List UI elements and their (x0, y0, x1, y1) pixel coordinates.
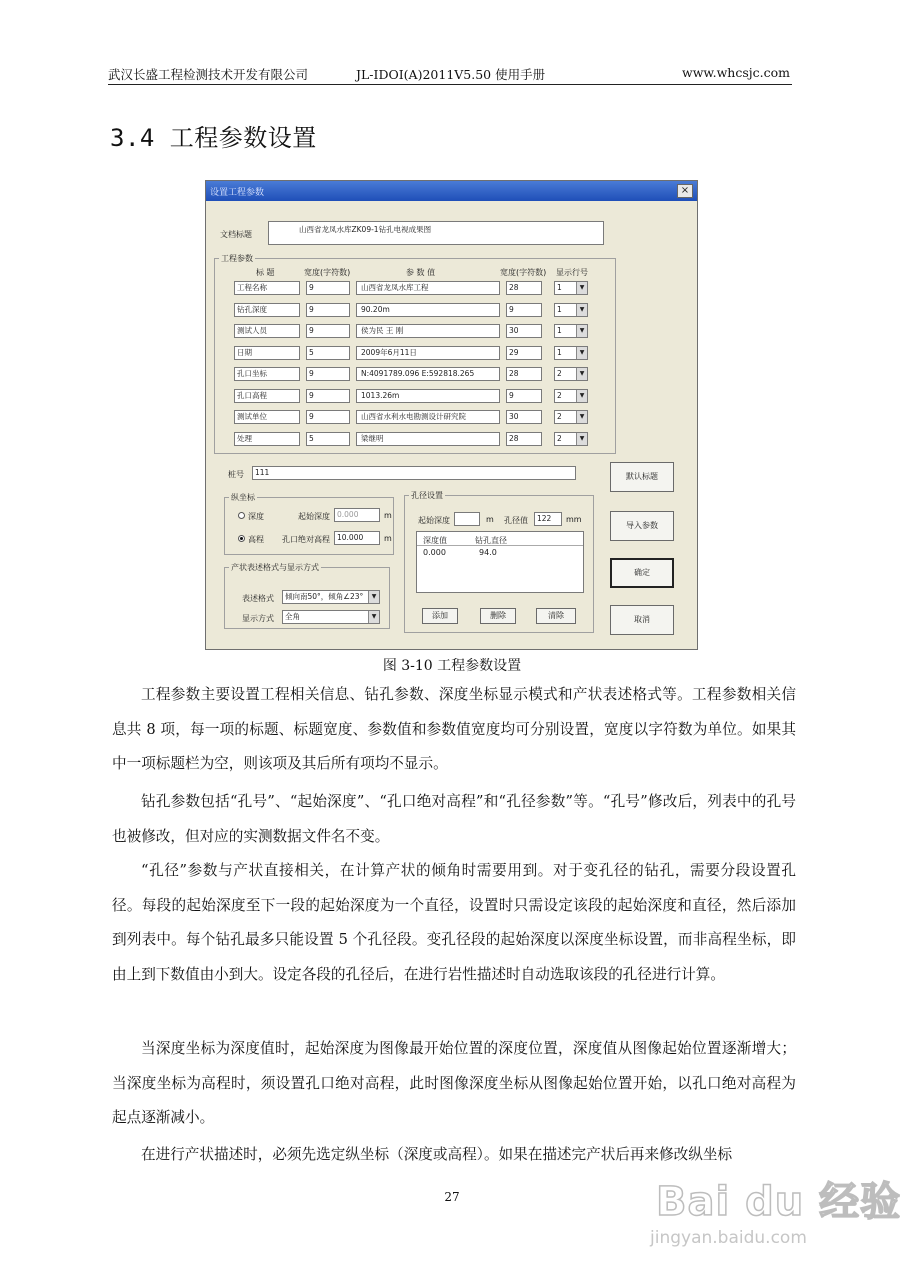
param-value-input[interactable]: 梁继明 (356, 432, 500, 446)
param-title-width-input[interactable]: 9 (306, 303, 350, 317)
default-title-button[interactable]: 默认标题 (610, 462, 674, 492)
ok-button[interactable]: 确定 (610, 558, 674, 588)
chevron-down-icon: ▼ (576, 304, 587, 316)
param-value-width-input[interactable]: 9 (506, 303, 542, 317)
param-value-input[interactable]: 山西省龙凤水库工程 (356, 281, 500, 295)
format-label: 表述格式 (242, 594, 274, 603)
param-value-width-input[interactable]: 30 (506, 324, 542, 338)
param-title-width-input[interactable]: 9 (306, 389, 350, 403)
param-value-width-input[interactable]: 30 (506, 410, 542, 424)
chevron-down-icon: ▼ (576, 282, 587, 294)
paragraph-1: 工程参数主要设置工程相关信息、钻孔参数、深度坐标显示模式和产状表述格式等。工程参数相关信息共 8 项，每一项的标题、标题宽度、参数值和参数值宽度均可分别设置，宽度以字符数为单位。如果其中一项标题栏为空，则该项及其后所有项均不显示。 (112, 686, 796, 772)
param-title-width-input[interactable]: 5 (306, 432, 350, 446)
header-company: 武汉长盛工程检测技术开发有限公司 (108, 67, 309, 82)
watermark-url: jingyan.baidu.com (650, 1228, 807, 1248)
dialog-title: 设置工程参数 (210, 188, 265, 198)
hole-no-input[interactable]: 111 (252, 466, 576, 480)
params-group-label: 工程参数 (221, 254, 253, 263)
add-button[interactable]: 添加 (422, 608, 458, 624)
chevron-down-icon: ▼ (576, 347, 587, 359)
paragraph-5: 在进行产状描述时，必须先选定纵坐标（深度或高程）。如果在描述完产状后再来修改纵坐标 (141, 1146, 733, 1163)
param-title-width-input[interactable]: 5 (306, 346, 350, 360)
param-line-select[interactable] (554, 281, 588, 295)
diameter-group-label: 孔径设置 (411, 491, 443, 500)
figure-caption: 图 3-10 工程参数设置 (382, 658, 522, 674)
header-url: www.whcsjc.com (682, 65, 790, 80)
header-manual-title: JL-IDOI(A)2011V5.50 使用手册 (356, 67, 546, 82)
chevron-down-icon: ▼ (368, 611, 379, 623)
param-line-value: 2 (557, 412, 562, 421)
format-group-label: 产状表述格式与显示方式 (231, 563, 319, 572)
page-number: 27 (444, 1190, 460, 1204)
diam-input[interactable]: 122 (534, 512, 562, 526)
format-select[interactable] (282, 590, 380, 604)
chevron-down-icon: ▼ (576, 325, 587, 337)
section-title: 3.4 工程参数设置 (110, 124, 317, 152)
param-title-input[interactable]: 处理 (234, 432, 300, 446)
display-select[interactable] (282, 610, 380, 624)
col-header-title: 标 题 (256, 268, 275, 277)
param-value-input[interactable]: 山西省水利水电勘测设计研究院 (356, 410, 500, 424)
col-header-title-width: 宽度(字符数) (304, 268, 351, 277)
list-cell-diameter: 94.0 (479, 548, 497, 557)
chevron-down-icon: ▼ (576, 390, 587, 402)
doc-title-input[interactable]: 山西省龙凤水库ZK09-1钻孔电视成果图 (268, 221, 604, 245)
hole-no-label: 桩号 (228, 470, 244, 479)
param-line-select[interactable] (554, 432, 588, 446)
param-value-input[interactable]: 2009年6月11日 (356, 346, 500, 360)
delete-button[interactable]: 删除 (480, 608, 516, 624)
param-title-width-input[interactable]: 9 (306, 410, 350, 424)
paragraph-3: “孔径”参数与产状直接相关，在计算产状的倾角时需要用到。对于变孔径的钻孔，需要分段设置孔径。每段的起始深度至下一段的起始深度为一个直径，设置时只需设定该段的起始深度和直径，然后添加到列表中。每个钻孔最多只能设置 5 个孔径段。变孔径段的起始深度以深度坐标设置，而非高程坐标，即由上到下数值由小到大。设定各段的孔径后，在进行岩性描述时自动选取该段的孔径进行计算。 (112, 862, 796, 983)
param-line-value: 1 (557, 283, 562, 292)
param-line-select[interactable] (554, 324, 588, 338)
param-title-width-input[interactable]: 9 (306, 324, 350, 338)
param-title-input[interactable]: 孔口坐标 (234, 367, 300, 381)
param-line-select[interactable] (554, 410, 588, 424)
diam-start-unit: m (486, 515, 494, 524)
start-depth-unit: m (384, 511, 392, 520)
param-title-width-input[interactable]: 9 (306, 367, 350, 381)
diam-start-label: 起始深度 (418, 516, 450, 525)
param-title-input[interactable]: 测试单位 (234, 410, 300, 424)
doc-title-label: 文档标题 (220, 230, 252, 239)
watermark (650, 1170, 902, 1270)
abs-elev-label: 孔口绝对高程 (282, 535, 330, 544)
param-title-width-input[interactable]: 9 (306, 281, 350, 295)
param-line-value: 1 (557, 348, 562, 357)
abs-elev-unit: m (384, 534, 392, 543)
param-value-input[interactable]: 90.20m (356, 303, 500, 317)
display-label: 显示方式 (242, 614, 274, 623)
col-header-line: 显示行号 (556, 268, 588, 277)
start-depth-label: 起始深度 (298, 512, 330, 521)
dialog-titlebar (206, 181, 697, 201)
radio-elevation[interactable] (238, 535, 245, 542)
param-value-input[interactable]: N:4091789.096 E:592818.265 (356, 367, 500, 381)
param-title-input[interactable]: 测试人员 (234, 324, 300, 338)
param-value-width-input[interactable]: 29 (506, 346, 542, 360)
chevron-down-icon: ▼ (576, 433, 587, 445)
page-header (108, 62, 792, 85)
watermark-logo: Bai du 经验 (656, 1179, 902, 1225)
project-params-dialog (205, 180, 698, 650)
list-header-depth: 深度值 (423, 536, 447, 545)
param-line-select[interactable] (554, 367, 588, 381)
paragraph-4: 当深度坐标为深度值时，起始深度为图像最开始位置的深度位置，深度值从图像起始位置逐渐增大；当深度坐标为高程时，须设置孔口绝对高程，此时图像深度坐标从图像起始位置开始，以孔口绝对高程为起点逐渐减小。 (112, 1040, 796, 1126)
param-value-input[interactable]: 1013.26m (356, 389, 500, 403)
radio-depth-label: 深度 (248, 512, 264, 521)
clear-button[interactable]: 清除 (536, 608, 576, 624)
chevron-down-icon: ▼ (368, 591, 379, 603)
coord-group-label: 纵坐标 (231, 493, 255, 502)
param-line-select[interactable] (554, 346, 588, 360)
close-icon[interactable]: × (677, 184, 693, 198)
param-value-width-input[interactable]: 28 (506, 432, 542, 446)
param-title-input[interactable]: 日期 (234, 346, 300, 360)
col-header-value-width: 宽度(字符数) (500, 268, 547, 277)
chevron-down-icon: ▼ (576, 368, 587, 380)
param-line-value: 2 (557, 391, 562, 400)
param-line-select[interactable] (554, 303, 588, 317)
start-depth-input[interactable]: 0.000 (334, 508, 380, 522)
param-line-value: 2 (557, 434, 562, 443)
param-line-value: 2 (557, 369, 562, 378)
radio-depth[interactable] (238, 512, 245, 519)
chevron-down-icon: ▼ (576, 411, 587, 423)
diameter-list[interactable] (416, 531, 584, 593)
param-title-input[interactable]: 工程名称 (234, 281, 300, 295)
abs-elev-input[interactable]: 10.000 (334, 531, 380, 545)
diam-label: 孔径值 (504, 516, 528, 525)
param-value-width-input[interactable]: 28 (506, 367, 542, 381)
diam-unit: mm (566, 515, 582, 524)
param-line-select[interactable] (554, 389, 588, 403)
param-value-width-input[interactable]: 28 (506, 281, 542, 295)
param-line-value: 1 (557, 326, 562, 335)
radio-elev-label: 高程 (248, 535, 264, 544)
param-line-value: 1 (557, 305, 562, 314)
cancel-button[interactable]: 取消 (610, 605, 674, 635)
diam-start-input[interactable] (454, 512, 480, 526)
format-select-value: 倾向南50°，倾角∠23° (285, 592, 364, 601)
list-cell-depth: 0.000 (423, 548, 446, 557)
display-select-value: 全角 (285, 612, 300, 621)
param-title-input[interactable]: 孔口高程 (234, 389, 300, 403)
import-params-button[interactable]: 导入参数 (610, 511, 674, 541)
col-header-value: 参 数 值 (406, 268, 436, 277)
paragraph-2: 钻孔参数包括“孔号”、“起始深度”、“孔口绝对高程”和“孔径参数”等。“孔号”修改后，列表中的孔号也被修改，但对应的实测数据文件名不变。 (112, 793, 796, 845)
param-value-input[interactable]: 侯为民 王 刚 (356, 324, 500, 338)
list-header-diameter: 钻孔直径 (475, 536, 507, 545)
param-title-input[interactable]: 钻孔深度 (234, 303, 300, 317)
param-value-width-input[interactable]: 9 (506, 389, 542, 403)
coord-group (224, 493, 394, 555)
